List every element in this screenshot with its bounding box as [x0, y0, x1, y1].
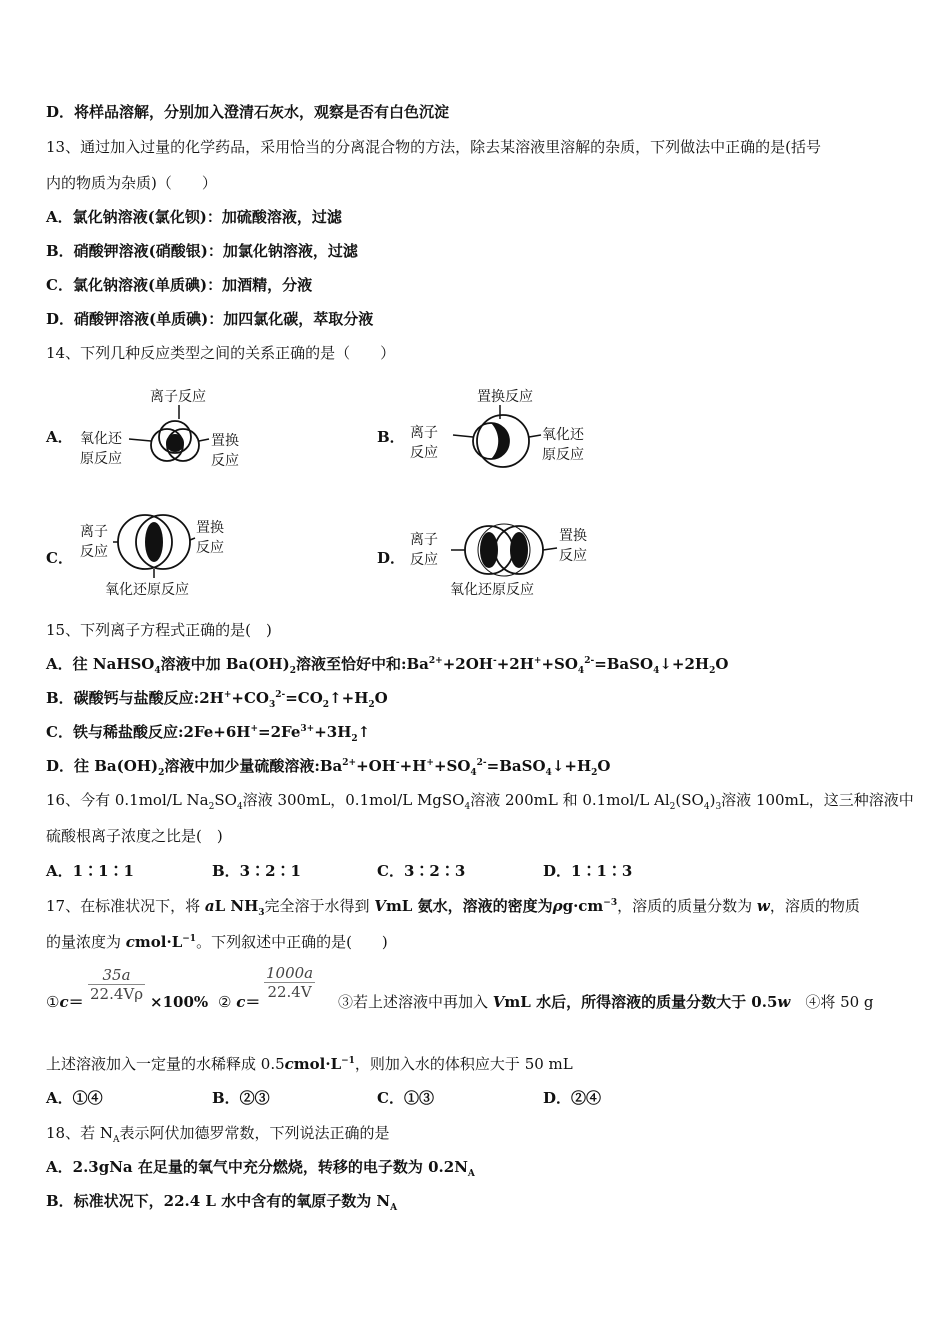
q15-option-c: C．铁与稀盐酸反应$:2Fe+6H^+=2Fe^{3+}+3H_2↑$: [46, 723, 371, 744]
q17-option-c: C．①③: [377, 1089, 434, 1107]
q13-option-c: C．氯化钠溶液(单质碘)：加酒精，分液: [46, 276, 313, 294]
q17-option-d: D．②④: [543, 1089, 602, 1107]
diag-c-left-line2: 反应: [80, 544, 108, 560]
q17-fraction-1: $\frac{35a}{22.4V\rho}$: [90, 966, 144, 1003]
q17-statement-1-prefix: ①c＝: [46, 993, 84, 1011]
diag-c-right-line1: 置换: [196, 520, 224, 536]
q13-option-d: D．硝酸钾溶液(单质碘)：加四氯化碳，萃取分液: [46, 310, 374, 328]
q17-stem-line1: 17、在标准状况下，将 aL $NH_3$完全溶于水得到 VmL 氨水，溶液的密度为$\rho g\cdot cm^{-3}$，溶质的质量分数为 w，溶质的物质: [46, 897, 860, 918]
q17-stem-line2: 的量浓度为 $cmol\cdot L^{-1}$。下列叙述中正确的是( ): [46, 933, 388, 951]
q17-option-a: A．①④: [46, 1089, 103, 1107]
q17-fraction-2: $\frac{1000a}{22.4V}$: [266, 964, 314, 1001]
q17-statement-3-4: ③若上述溶液中再加入 VmL 水后，所得溶液的质量分数大于 0.5w ④将 50 g: [338, 993, 874, 1011]
diag-a-right-line1: 置换: [211, 433, 239, 449]
q18-stem: 18、若 $N_A$表示阿伏加德罗常数，下列说法正确的是: [46, 1124, 390, 1145]
diag-a-top-label: 离子反应: [150, 389, 206, 405]
q13-option-a: A．氯化钠溶液(氯化钡)：加硫酸溶液，过滤: [46, 208, 342, 226]
q15-stem: 15、下列离子方程式正确的是( ): [46, 621, 272, 639]
q15-option-b: B．碳酸钙与盐酸反应$:2H^++CO_3^{2-}=CO_2↑+H_2O$: [46, 689, 388, 710]
q16-stem-line2: 硫酸根离子浓度之比是( ): [46, 827, 223, 845]
q17-statement-4-cont: 上述溶液加入一定量的水稀释成 $0.5cmol\cdot L^{-1}$，则加入水的体积应大于 50 mL: [46, 1055, 573, 1073]
q14-stem: 14、下列几种反应类型之间的关系正确的是（ ）: [46, 344, 396, 362]
q15-option-d: D．往 $Ba(OH)_2$溶液中加少量硫酸溶液$:Ba^{2+}+OH^-+H^++SO_4^{2-}=BaSO_4↓+H_2O$: [46, 757, 611, 778]
q18-option-a: A．2.3gNa 在足量的氧气中充分燃烧，转移的电子数为 $0.2N_A$: [46, 1158, 475, 1179]
diag-d-right-line2: 反应: [559, 548, 587, 564]
diag-b-left-line1: 离子: [410, 425, 438, 441]
q17-statement-2-prefix: ② c＝: [218, 993, 261, 1011]
q13-stem-line1: 13、通过加入过量的化学药品，采用恰当的分离混合物的方法，除去某溶液里溶解的杂质，下列做法中正确的是(括号: [46, 138, 821, 156]
diag-a-left-line1: 氧化还: [80, 431, 122, 447]
q13-stem-line2: 内的物质为杂质)（ ）: [46, 174, 217, 192]
diag-c-bottom-label: 氧化还原反应: [105, 582, 189, 598]
q14-label-a: A．: [46, 428, 73, 446]
diag-b-right-line2: 原反应: [542, 447, 584, 463]
q14-label-c: C．: [46, 549, 73, 567]
q15-option-a: A．往 NaHSO$_4$溶液中加 $Ba(OH)_2$溶液至恰好中和$:Ba^{2+}+2OH^-+2H^++SO_4^{2-}=BaSO_4↓+2H_2O$: [46, 655, 729, 676]
diag-d-left-line1: 离子: [410, 532, 438, 548]
q16-option-a: A．1∶1∶1: [46, 862, 134, 880]
q16-option-c: C．3∶2∶3: [377, 862, 466, 880]
q12-option-d: D．将样品溶解，分别加入澄清石灰水，观察是否有白色沉淀: [46, 103, 450, 121]
diag-a-left-line2: 原反应: [80, 451, 122, 467]
diag-a-right-line2: 反应: [211, 453, 239, 469]
q14-diagram-a: [75, 383, 255, 473]
q14-label-d: D．: [377, 549, 406, 567]
diag-d-bottom-label: 氧化还原反应: [450, 582, 534, 598]
diag-c-left-line1: 离子: [80, 524, 108, 540]
diag-d-left-line2: 反应: [410, 552, 438, 568]
q14-diagram-c: [75, 512, 255, 602]
q16-stem-line1: 16、今有 0.1mol/L $Na_2SO_4$溶液 300mL，0.1mol/L MgSO$_4$溶液 200mL 和 0.1mol/L $Al_2(SO_4)_3$溶液 100mL，这三种溶液中: [46, 791, 914, 812]
q17-statement-1-suffix: ×100%: [150, 993, 209, 1011]
diag-b-top-label: 置换反应: [477, 389, 533, 405]
q16-option-b: B．3∶2∶1: [212, 862, 301, 880]
q14-diagram-b: [405, 383, 605, 473]
q16-option-d: D．1∶1∶3: [543, 862, 633, 880]
diag-d-right-line1: 置换: [559, 528, 587, 544]
diag-c-right-line2: 反应: [196, 540, 224, 556]
q14-label-b: B．: [377, 428, 405, 446]
q17-option-b: B．②③: [212, 1089, 270, 1107]
diag-b-right-line1: 氧化还: [542, 427, 584, 443]
q14-diagram-d: [405, 512, 605, 602]
q18-option-b: B．标准状况下，22.4 L 水中含有的氧原子数为 $N_A$: [46, 1192, 398, 1213]
diag-b-left-line2: 反应: [410, 445, 438, 461]
q13-option-b: B．硝酸钾溶液(硝酸银)：加氯化钠溶液，过滤: [46, 242, 358, 260]
